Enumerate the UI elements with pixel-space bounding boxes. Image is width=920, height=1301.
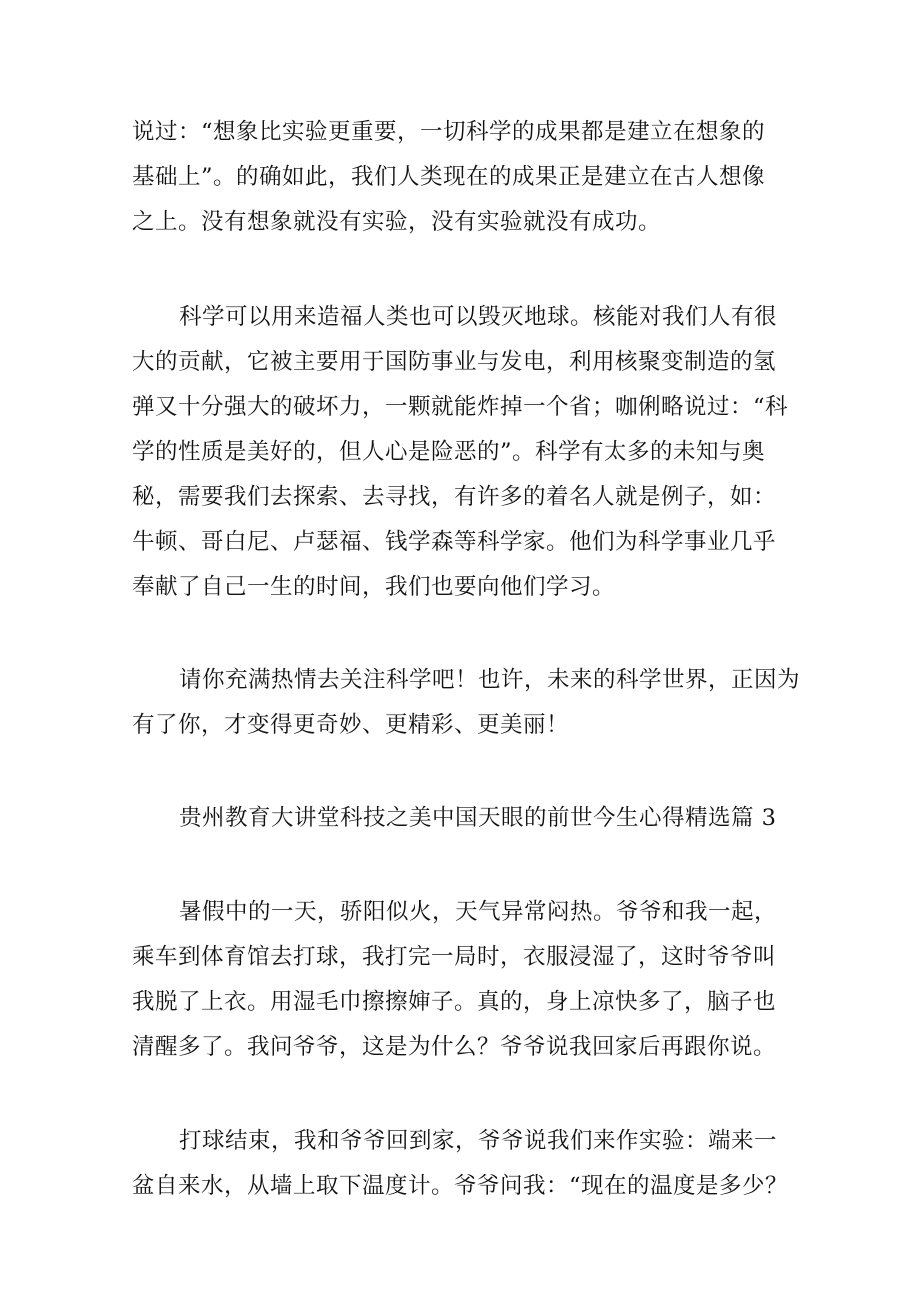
section-heading-text: 贵州教育大讲堂科技之美中国天眼的前世今生心得精选篇 3 <box>179 805 777 831</box>
text-line: 说过：“想象比实验更重要，一切科学的成果都是建立在想象的 <box>132 119 766 145</box>
text-line: 基础上”。的确如此，我们人类现在的成果正是建立在古人想像 <box>132 164 766 190</box>
text-line: 弹又十分强大的破坏力，一颗就能炸掉一个省；咖俐略说过：“科 <box>132 394 789 420</box>
text-line: 打球结束，我和爷爷回到家，爷爷说我们来作实验：端来一 <box>179 1128 778 1154</box>
text-line: 盆自来水，从墙上取下温度计。爷爷问我：“现在的温度是多少？ <box>132 1173 789 1199</box>
paragraph-experiment <box>132 1119 807 1209</box>
text-line: 有了你，才变得更奇妙、更精彩、更美丽！ <box>132 712 570 738</box>
text-line: 暑假中的一天，骄阳似火，天气异常闷热。爷爷和我一起， <box>179 899 778 925</box>
text-line: 学的性质是美好的，但人心是险恶的”。科学有太多的未知与奥 <box>132 439 766 465</box>
document-page <box>132 110 807 1209</box>
text-line: 科学可以用来造福人类也可以毁灭地球。核能对我们人有很 <box>179 304 778 330</box>
text-line: 之上。没有想象就没有实验，没有实验就没有成功。 <box>132 209 662 235</box>
text-line: 我脱了上衣。用湿毛巾擦擦婶子。真的，身上凉快多了，脑子也 <box>132 989 777 1015</box>
paragraph-einstein-quote <box>132 110 807 245</box>
text-line: 请你充满热情去关注科学吧！也许，未来的科学世界，正因为 <box>179 667 801 693</box>
text-line: 乘车到体育馆去打球，我打完一局时，衣服浸湿了，这时爷爷叫 <box>132 944 777 970</box>
paragraph-science-benefit <box>132 295 807 610</box>
section-heading <box>132 796 807 841</box>
paragraph-focus-science <box>132 658 807 748</box>
paragraph-summer-day <box>132 890 807 1070</box>
text-line: 大的贡献，它被主要用于国防事业与发电，利用核聚变制造的氢 <box>132 349 777 375</box>
text-line: 秘，需要我们去探索、去寻找，有许多的着名人就是例子，如： <box>132 484 777 510</box>
text-line: 牛顿、哥白尼、卢瑟福、钱学森等科学家。他们为科学事业几乎 <box>132 529 777 555</box>
text-line: 奉献了自己一生的时间，我们也要向他们学习。 <box>132 574 616 600</box>
text-line: 清醒多了。我问爷爷，这是为什么？爷爷说我回家后再跟你说。 <box>132 1034 777 1060</box>
